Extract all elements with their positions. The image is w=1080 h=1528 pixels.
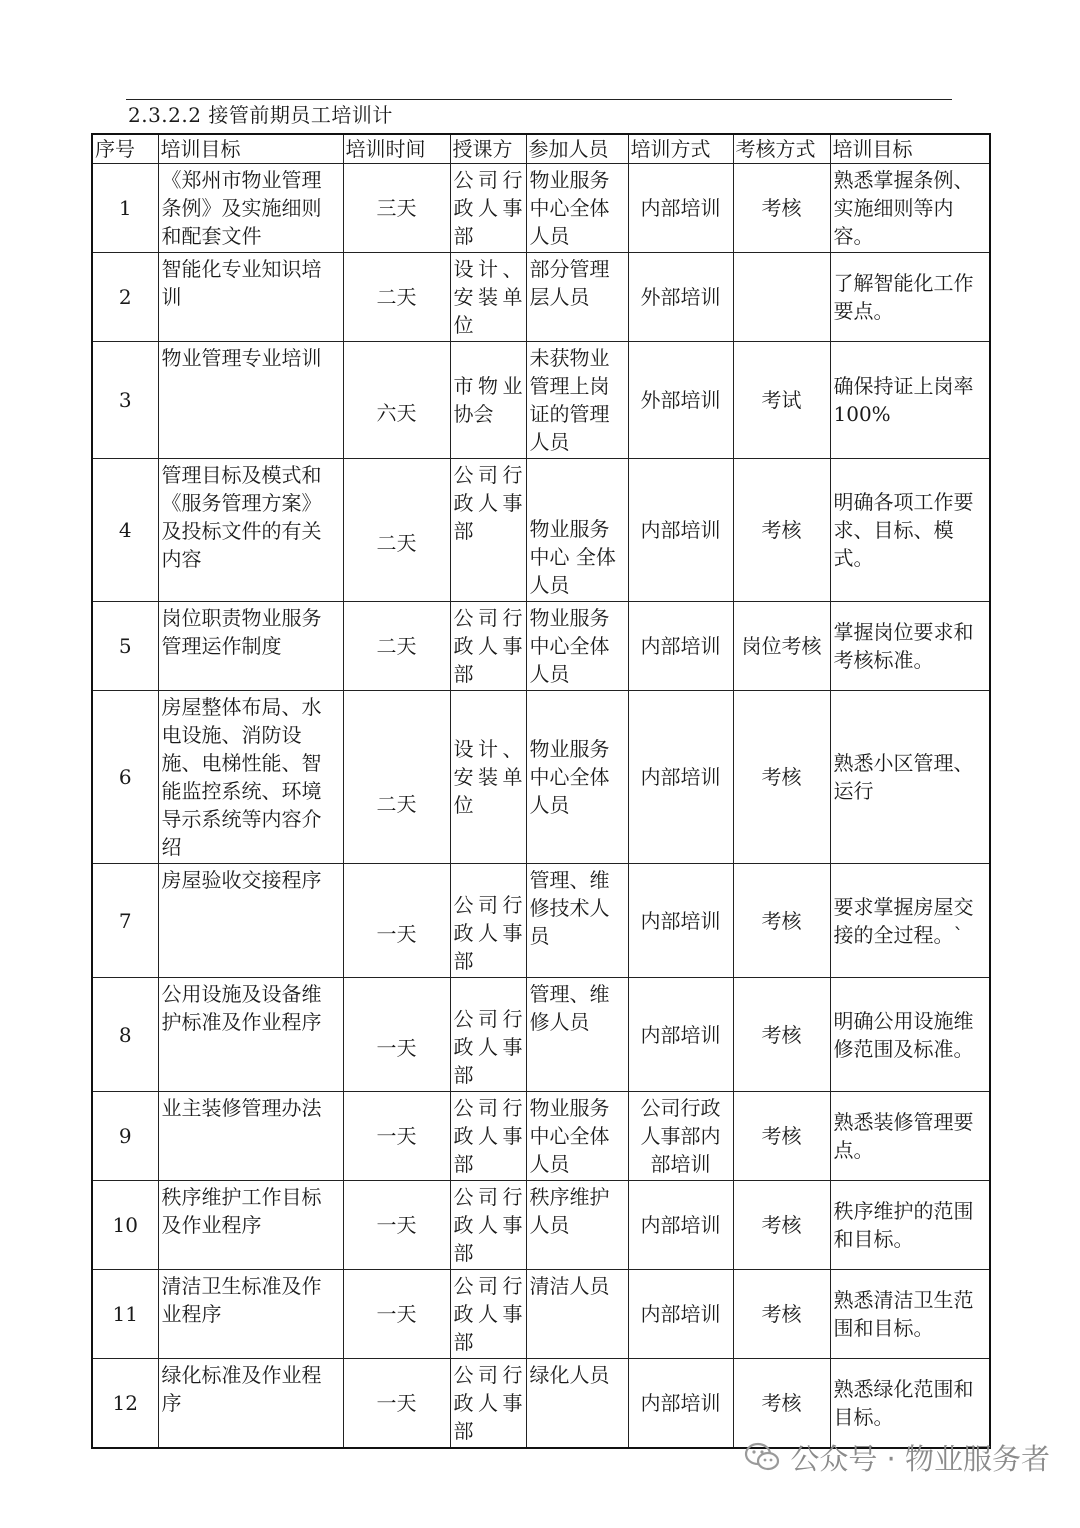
cell-time: 一天 (343, 1359, 450, 1449)
cell-participants: 物业服务中心全体人员 (526, 691, 628, 864)
cell-goal: 确保持证上岗率100% (830, 342, 990, 459)
cell-goal: 熟悉小区管理、运行 (830, 691, 990, 864)
cell-method: 外部培训 (628, 253, 733, 342)
cell-target: 智能化专业知识培训 (158, 253, 343, 342)
cell-time: 一天 (343, 1181, 450, 1270)
cell-exam: 考核 (733, 1359, 830, 1449)
cell-method: 内部培训 (628, 602, 733, 691)
cell-target: 公用设施及设备维护标准及作业程序 (158, 978, 343, 1092)
cell-no: 11 (92, 1270, 158, 1359)
cell-no: 12 (92, 1359, 158, 1449)
cell-goal: 熟悉装修管理要点。 (830, 1092, 990, 1181)
cell-target: 绿化标准及作业程序 (158, 1359, 343, 1449)
cell-teacher: 设计、安装单位 (450, 253, 526, 342)
cell-target: 岗位职责物业服务管理运作制度 (158, 602, 343, 691)
cell-exam: 考核 (733, 1181, 830, 1270)
cell-exam: 考核 (733, 459, 830, 602)
cell-target: 业主装修管理办法 (158, 1092, 343, 1181)
top-rule (126, 99, 952, 100)
cell-target: 房屋整体布局、水电设施、消防设施、电梯性能、智能监控系统、环境导示系统等内容介绍 (158, 691, 343, 864)
cell-exam: 考核 (733, 978, 830, 1092)
cell-no: 9 (92, 1092, 158, 1181)
cell-goal: 熟悉掌握条例、实施细则等内容。 (830, 164, 990, 253)
cell-participants: 绿化人员 (526, 1359, 628, 1449)
cell-method: 内部培训 (628, 1359, 733, 1449)
cell-participants: 未获物业管理上岗证的管理人员 (526, 342, 628, 459)
cell-method: 内部培训 (628, 459, 733, 602)
cell-teacher: 设计、安装单位 (450, 691, 526, 864)
cell-exam: 考核 (733, 1270, 830, 1359)
cell-method: 内部培训 (628, 1270, 733, 1359)
cell-teacher: 公司行政人事部 (450, 164, 526, 253)
header-exam: 考核方式 (733, 134, 830, 164)
header-target: 培训目标 (158, 134, 343, 164)
cell-time: 一天 (343, 1092, 450, 1181)
cell-time: 一天 (343, 864, 450, 978)
cell-exam: 考试 (733, 342, 830, 459)
cell-no: 10 (92, 1181, 158, 1270)
cell-teacher: 公司行政人事部 (450, 864, 526, 978)
cell-exam: 考核 (733, 691, 830, 864)
cell-time: 二天 (343, 459, 450, 602)
cell-goal: 明确公用设施维修范围及标准。 (830, 978, 990, 1092)
cell-goal: 熟悉绿化范围和目标。 (830, 1359, 990, 1449)
table-row (92, 864, 990, 978)
cell-no: 2 (92, 253, 158, 342)
cell-goal: 掌握岗位要求和考核标准。 (830, 602, 990, 691)
cell-participants: 物业服务中心全体人员 (526, 602, 628, 691)
cell-no: 3 (92, 342, 158, 459)
cell-method: 内部培训 (628, 864, 733, 978)
table-row (92, 1181, 990, 1270)
cell-goal: 熟悉清洁卫生范围和目标。 (830, 1270, 990, 1359)
cell-exam: 岗位考核 (733, 602, 830, 691)
cell-target: 秩序维护工作目标及作业程序 (158, 1181, 343, 1270)
cell-exam (733, 253, 830, 342)
cell-teacher: 公司行政人事部 (450, 978, 526, 1092)
cell-teacher: 公司行政人事部 (450, 1092, 526, 1181)
cell-goal: 明确各项工作要求、目标、模式。 (830, 459, 990, 602)
cell-teacher: 市物业协会 (450, 342, 526, 459)
cell-exam: 考核 (733, 164, 830, 253)
cell-no: 8 (92, 978, 158, 1092)
cell-method: 内部培训 (628, 691, 733, 864)
cell-no: 4 (92, 459, 158, 602)
cell-target: 管理目标及模式和《服务管理方案》及投标文件的有关内容 (158, 459, 343, 602)
cell-participants: 部分管理层人员 (526, 253, 628, 342)
cell-no: 5 (92, 602, 158, 691)
cell-goal: 了解智能化工作要点。 (830, 253, 990, 342)
cell-method: 外部培训 (628, 342, 733, 459)
header-method: 培训方式 (628, 134, 733, 164)
wechat-icon (744, 1442, 780, 1472)
cell-time: 三天 (343, 164, 450, 253)
watermark-label: 公众号 · 物业服务者 (790, 1441, 1050, 1476)
cell-time: 一天 (343, 978, 450, 1092)
cell-method: 内部培训 (628, 1181, 733, 1270)
section-title: 2.3.2.2 接管前期员工培训计 (128, 103, 393, 127)
header-participants: 参加人员 (526, 134, 628, 164)
table-row (92, 978, 990, 1092)
table-row (92, 1092, 990, 1181)
cell-teacher: 公司行政人事部 (450, 602, 526, 691)
cell-time: 二天 (343, 253, 450, 342)
cell-teacher: 公司行政人事部 (450, 1181, 526, 1270)
cell-participants: 物业服务中心全体人员 (526, 164, 628, 253)
cell-no: 1 (92, 164, 158, 253)
cell-time: 六天 (343, 342, 450, 459)
cell-target: 物业管理专业培训 (158, 342, 343, 459)
header-time: 培训时间 (343, 134, 450, 164)
cell-target: 房屋验收交接程序 (158, 864, 343, 978)
cell-teacher: 公司行政人事部 (450, 1359, 526, 1449)
cell-goal: 秩序维护的范围和目标。 (830, 1181, 990, 1270)
header-no: 序号 (92, 134, 158, 164)
cell-target: 清洁卫生标准及作业程序 (158, 1270, 343, 1359)
cell-participants: 管理、维修技术人员 (526, 864, 628, 978)
cell-teacher: 公司行政人事部 (450, 459, 526, 602)
cell-participants: 物业服务中心 全体人员 (526, 459, 628, 602)
table-row (92, 691, 990, 864)
cell-teacher: 公司行政人事部 (450, 1270, 526, 1359)
cell-method: 内部培训 (628, 164, 733, 253)
watermark (744, 1431, 1050, 1483)
cell-exam: 考核 (733, 1092, 830, 1181)
cell-time: 一天 (343, 1270, 450, 1359)
cell-no: 7 (92, 864, 158, 978)
cell-goal: 要求掌握房屋交接的全过程。` (830, 864, 990, 978)
table-row (92, 342, 990, 459)
cell-participants: 清洁人员 (526, 1270, 628, 1359)
table-row (92, 164, 990, 253)
cell-participants: 物业服务中心全体人员 (526, 1092, 628, 1181)
cell-no: 6 (92, 691, 158, 864)
cell-exam: 考核 (733, 864, 830, 978)
header-teacher: 授课方 (450, 134, 526, 164)
cell-method: 内部培训 (628, 978, 733, 1092)
table-row (92, 253, 990, 342)
cell-participants: 秩序维护人员 (526, 1181, 628, 1270)
cell-participants: 管理、维修人员 (526, 978, 628, 1092)
table-row (92, 1270, 990, 1359)
cell-method: 公司行政人事部内部培训 (628, 1092, 733, 1181)
header-goal: 培训目标 (830, 134, 990, 164)
table-row (92, 602, 990, 691)
cell-time: 二天 (343, 691, 450, 864)
cell-time: 二天 (343, 602, 450, 691)
table-row (92, 459, 990, 602)
training-plan-table (91, 133, 991, 1449)
table-header-row (92, 134, 990, 164)
cell-target: 《郑州市物业管理条例》及实施细则和配套文件 (158, 164, 343, 253)
